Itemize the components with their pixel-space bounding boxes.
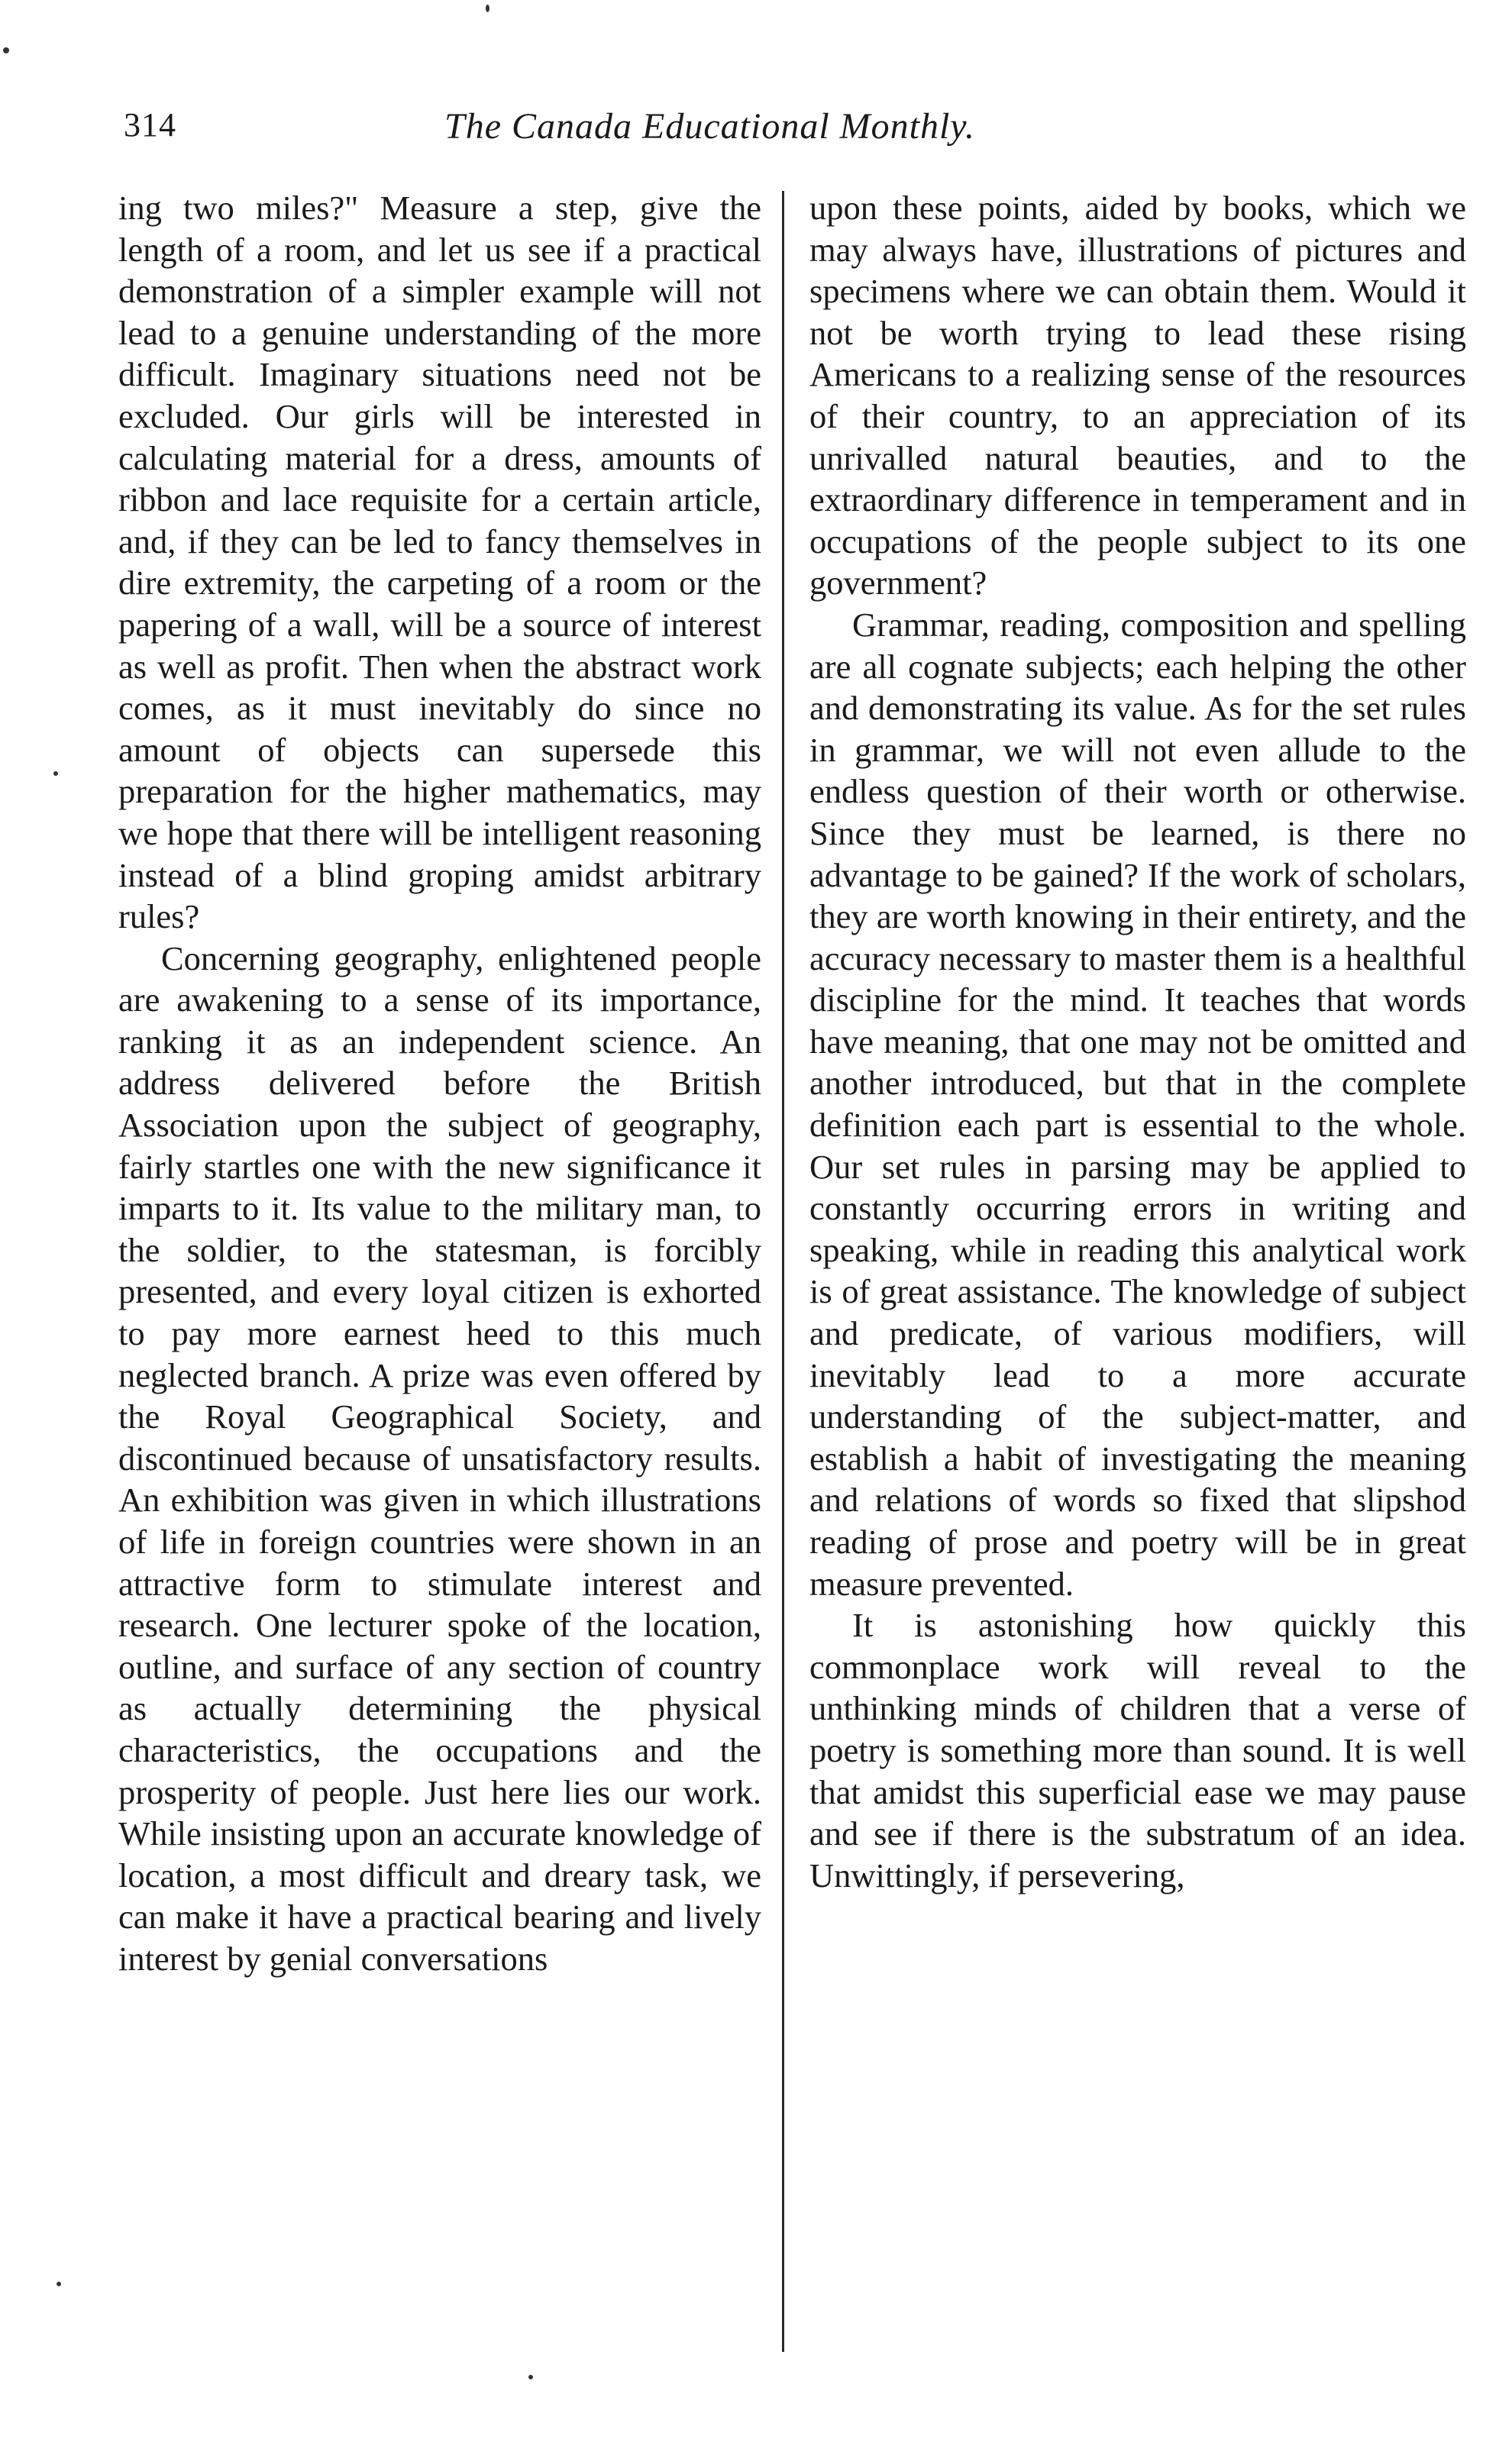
ink-speck (528, 2375, 533, 2379)
column-divider (782, 191, 784, 2352)
paragraph: Concerning geography, enlightened people are awakening to a sense of its importance, ranking it as an independent science. An address delivered before the British Association upon the subject of geography, fairly startles one with the new significance it imparts to it. Its value to the military man, to the soldier, to the statesman, is forcibly presented, and every loyal citizen is exhorted to pay more earnest heed to this much neglected branch. A prize was even offered by the Royal Geographical Society, and discontinued because of unsatisfactory results. An exhibition was given in which illustrations of life in foreign countries were shown in an attractive form to stimulate interest and research. One lecturer spoke of the location, outline, and surface of any section of country as actually determining the physical characteristics, the occupations and the prosperity of people. Just here lies our work. While insisting upon an accurate knowledge of location, a most difficult and dreary task, we can make it have a practical bearing and lively interest by genial conversations (118, 938, 761, 1978)
paragraph: It is astonishing how quickly this commonplace work will reveal to the unthinking minds of children that a verse of poetry is something more than sound. It is well that amidst this superficial ease we may pause and see if there is the substratum of an idea. Unwittingly, if persevering, (809, 1606, 1466, 1894)
ink-speck (57, 2282, 61, 2286)
right-column (809, 187, 1466, 1896)
paragraph: ing two miles?" Measure a step, give the length of a room, and let us see if a practical demonstration of a simpler example will not lead to a genuine understanding of the more difficult. Imaginary situations need not be excluded. Our girls will be interested in calculating material for a dress, amounts of ribbon and lace requisite for a certain article, and, if they can be led to fancy themselves in dire extremity, the carpeting of a room or the papering of a wall, will be a source of interest as well as profit. Then when the abstract work comes, as it must inevitably do since no amount of objects can supersede this preparation for the higher mathematics, may we hope that there will be intelligent reasoning instead of a blind groping amidst arbitrary rules? (118, 189, 761, 936)
page-number: 314 (124, 106, 176, 144)
ink-speck (3, 47, 9, 53)
paragraph: Grammar, reading, composition and spelling are all cognate subjects; each helping the other and demonstrating its value. As for the set rules in grammar, we will not even allude to the endless question of their worth or otherwise. Since they must be learned, is there no advantage to be gained? If the work of scholars, they are worth knowing in their entirety, and the accuracy necessary to master them is a healthful discipline for the mind. It teaches that words have meaning, that one may not be omitted and another introduced, but that in the complete definition each part is essential to the whole. Our set rules in parsing may be applied to constantly occurring errors in writing and speaking, while in reading this analytical work is of great assistance. The knowledge of subject and predicate, of various modifiers, will inevitably lead to a more accurate understanding of the subject-matter, and establish a habit of investigating the meaning and relations of words so fixed that slipshod reading of prose and poetry will be in great measure prevented. (809, 605, 1466, 1603)
ink-speck (486, 5, 489, 12)
running-title: The Canada Educational Monthly. (444, 106, 975, 147)
ink-speck (53, 771, 58, 776)
paragraph: upon these points, aided by books, which we may always have, illustrations of pictures and specimens where we can obtain them. Would it not be worth trying to lead these rising Americans to a realizing sense of the resources of their country, to an appreciation of its unrivalled natural beauties, and to the extraordinary difference in temperament and in occupations of the people subject to its one government? (809, 189, 1466, 602)
left-column (118, 187, 761, 1980)
page-header (124, 105, 1408, 154)
